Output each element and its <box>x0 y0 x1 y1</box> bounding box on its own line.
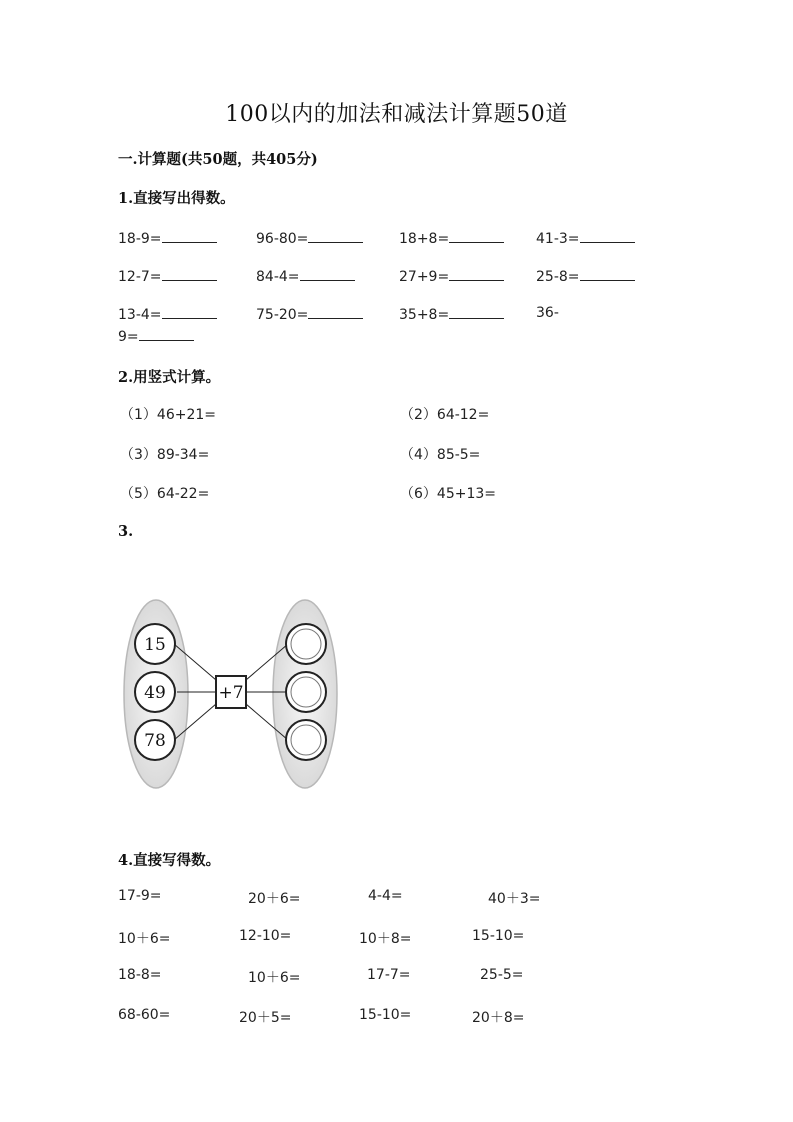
q1-problem: 18-9= <box>118 229 217 247</box>
q4-heading: 4.直接写得数。 <box>118 852 221 869</box>
q4-problem: 40＋3= <box>488 891 541 907</box>
q1-problem-wrapped-end: 9= <box>118 327 194 345</box>
q4-problem: 17-7= <box>367 967 411 983</box>
q1-problem: 13-4= <box>118 305 217 323</box>
q1-problem: 75-20= <box>256 305 363 323</box>
q4-problem: 20＋5= <box>239 1010 292 1026</box>
q4-problem: 68-60= <box>118 1007 171 1023</box>
butterfly-addition-diagram <box>118 596 348 796</box>
q4-problem: 25-5= <box>480 967 524 983</box>
q1-heading: 1.直接写出得数。 <box>118 190 235 207</box>
answer-blank[interactable] <box>449 229 504 243</box>
q4-problem: 20＋8= <box>472 1010 525 1026</box>
q4-problem: 15-10= <box>472 928 525 944</box>
answer-blank[interactable] <box>162 267 217 281</box>
q1-problem: 27+9= <box>399 267 504 285</box>
diagram-svg <box>118 596 348 796</box>
answer-blank[interactable] <box>308 305 363 319</box>
q1-problem: 12-7= <box>118 267 217 285</box>
q4-problem: 4-4= <box>368 888 403 904</box>
q2-item: （5）64-22= <box>120 486 210 502</box>
page-title: 100以内的加法和减法计算题50道 <box>225 102 568 127</box>
q1-problem: 35+8= <box>399 305 504 323</box>
q4-problem: 15-10= <box>359 1007 412 1023</box>
q1-problem-wrapped-start: 36- <box>536 305 559 321</box>
operator-label: +7 <box>218 683 244 703</box>
q4-problem: 18-8= <box>118 967 162 983</box>
q2-item: （2）64-12= <box>400 407 490 423</box>
section-heading: 一.计算题(共50题，共405分) <box>118 151 318 168</box>
answer-blank[interactable] <box>300 267 355 281</box>
q1-problem: 96-80= <box>256 229 363 247</box>
answer-circle[interactable] <box>286 720 326 760</box>
q1-problem: 25-8= <box>536 267 635 285</box>
q4-problem: 10＋8= <box>359 931 412 947</box>
answer-circle[interactable] <box>286 672 326 712</box>
q2-item: （3）89-34= <box>120 447 210 463</box>
answer-blank[interactable] <box>449 305 504 319</box>
q1-problem: 41-3= <box>536 229 635 247</box>
input-number: 15 <box>144 635 166 655</box>
q4-problem: 20＋6= <box>248 891 301 907</box>
input-number: 49 <box>144 683 166 703</box>
q2-item: （4）85-5= <box>400 447 481 463</box>
q2-item: （6）45+13= <box>400 486 496 502</box>
q2-heading: 2.用竖式计算。 <box>118 369 221 386</box>
answer-blank[interactable] <box>308 229 363 243</box>
answer-blank[interactable] <box>162 229 217 243</box>
answer-blank[interactable] <box>580 267 635 281</box>
q4-problem: 17-9= <box>118 888 162 904</box>
answer-blank[interactable] <box>449 267 504 281</box>
q4-problem: 10＋6= <box>118 931 171 947</box>
q1-problem: 18+8= <box>399 229 504 247</box>
answer-blank[interactable] <box>139 327 194 341</box>
q3-heading: 3. <box>118 523 134 540</box>
input-number: 78 <box>144 731 166 751</box>
answer-blank[interactable] <box>580 229 635 243</box>
answer-blank[interactable] <box>162 305 217 319</box>
answer-circle[interactable] <box>286 624 326 664</box>
q4-problem: 10＋6= <box>248 970 301 986</box>
q1-problem: 84-4= <box>256 267 355 285</box>
q2-item: （1）46+21= <box>120 407 216 423</box>
q4-problem: 12-10= <box>239 928 292 944</box>
